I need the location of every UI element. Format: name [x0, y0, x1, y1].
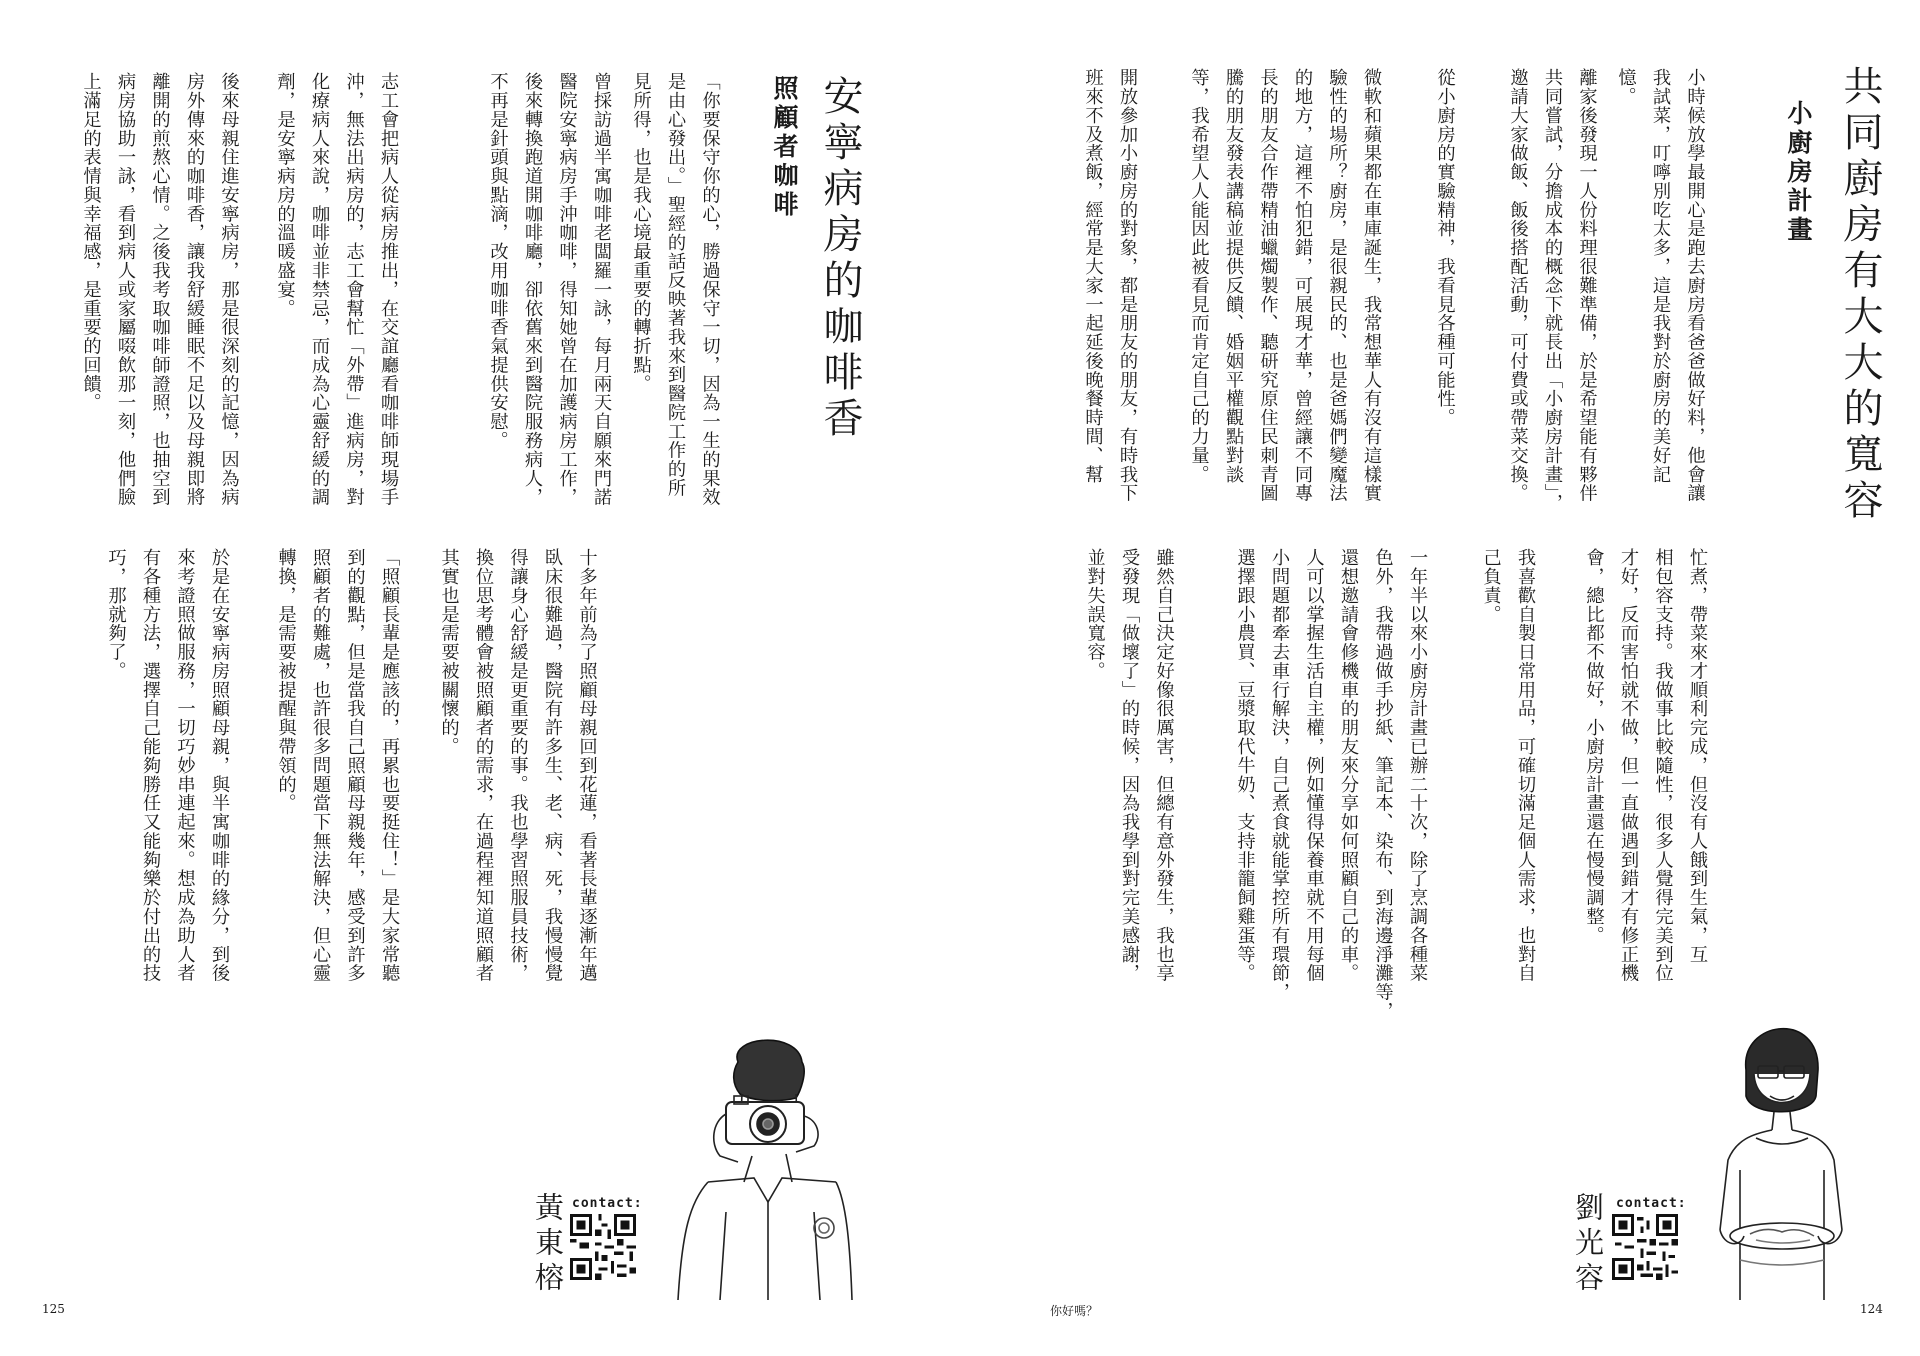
- footer-center-text: 你好嗎？: [1050, 1304, 1099, 1318]
- left-author-name: 黃東榕: [531, 1192, 565, 1297]
- right-contact-label: contact:: [1616, 1196, 1687, 1211]
- right-paragraph: 忙煮，帶菜來才順利完成，但沒有人餓到生氣，互 相包容支持。我做事比較隨性，很多人覺得完美到位 才好，反而害怕就不做，但一直做遇到錯才有修正機 會，總比都不做好，小廚房計畫還在慢慢調整。: [1583, 548, 1708, 983]
- left-contact-label: contact:: [572, 1196, 643, 1211]
- right-page-number: 124: [1860, 1302, 1883, 1316]
- woman-holding-plate-illustration: [1700, 1000, 1860, 1300]
- right-qr-code-icon[interactable]: [1612, 1214, 1678, 1280]
- man-with-camera-illustration: [668, 1032, 854, 1300]
- right-paragraph: 小時候放學最開心是跑去廚房看爸爸做好料，他會讓 我試菜，叮嚀別吃太多，這是我對於廚房的美好記 憶。: [1615, 68, 1706, 503]
- right-article-title: 共同廚房有大大的寬容: [1837, 65, 1883, 525]
- left-qr-code-icon[interactable]: [570, 1214, 636, 1280]
- left-paragraph: 十多年前為了照顧母親回到花蓮，看著長輩逐漸年邁 臥床很難過，醫院有許多生、老、病、死，我慢慢覺 得讓身心舒緩是更重要的事。我也學習照服員技術， 換位思考體會被照顧者的需求，在過程裡知道照顧者 其實也是需要被關懷的。: [438, 548, 598, 983]
- left-article-subtitle: 照顧者咖啡: [770, 75, 799, 220]
- right-paragraph: 雖然自己決定好像很厲害，但總有意外發生，我也享 受發現「做壞了」的時候，因為我學到對完美感謝， 並對失誤寬容。: [1084, 548, 1175, 983]
- left-paragraph: 後來母親住進安寧病房，那是很深刻的記憶，因為病 房外傳來的咖啡香，讓我舒緩睡眠不足以及母親即將 離開的煎熬心情。之後我考取咖啡師證照，也抽空到 病房協助一詠，看到病人或家屬啜飲那一刻，他們臉 上滿足的表情與幸福感，是重要的回饋。: [80, 72, 240, 507]
- left-paragraph: 「你要保守你的心，勝過保守一切，因為一生的果效 是由心發出。」聖經的話反映著我來到醫院工作的所 見所得，也是我心境最重要的轉折點。: [630, 72, 721, 507]
- right-paragraph: 一年半以來小廚房計畫已辦二十次，除了烹調各種菜 色外，我帶過做手抄紙、筆記本、染布、到海邊淨灘等， 還想邀請會修機車的朋友來分享如何照顧自己的車。 人可以掌握生活自主權，例如懂得保養車就不用每個 小問題都牽去車行解決，自己煮食就能掌控所有環節， 選擇跟小農買、豆漿取代牛奶、支持非籠飼雞蛋等。: [1234, 548, 1428, 1021]
- left-paragraph: 曾採訪過半寓咖啡老闆羅一詠，每月兩天自願來門諾 醫院安寧病房手沖咖啡，得知她曾在加護病房工作， 後來轉換跑道開咖啡廳，卻依舊來到醫院服務病人， 不再是針頭與點滴，改用咖啡香氣提供安慰。: [487, 72, 612, 507]
- left-paragraph: 志工會把病人從病房推出，在交誼廳看咖啡師現場手 沖，無法出病房的，志工會幫忙「外帶」進病房，對 化療病人來說，咖啡並非禁忌，而成為心靈舒緩的調 劑，是安寧病房的溫暖盛宴。: [274, 72, 399, 507]
- left-paragraph: 「照顧長輩是應該的，再累也要挺住！」是大家常聽 到的觀點，但是當我自己照顧母親幾年，感受到許多 照顧者的難處，也許很多問題當下無法解決，但心靈 轉換，是需要被提醒與帶領的。: [275, 548, 400, 983]
- right-paragraph: 我喜歡自製日常用品，可確切滿足個人需求，也對自 己負責。: [1480, 548, 1536, 983]
- right-paragraph: 微軟和蘋果都在車庫誕生，我常想華人有沒有這樣實 驗性的場所？廚房，是很親民的、也是爸媽們變魔法 的地方，這裡不怕犯錯，可展現才華，曾經讓不同專 長的朋友合作帶精油蠟燭製作、聽研究原住民刺青圖 騰的朋友發表講稿並提供反饋、婚姻平權觀點對談 等，我希望人人能因此被看見而肯定自己的力量。: [1188, 68, 1382, 503]
- left-paragraph: 於是在安寧病房照顧母親，與半寓咖啡的緣分，到後 來考證照做服務，一切巧妙串連起來。想成為助人者 有各種方法，選擇自己能夠勝任又能夠樂於付出的技 巧，那就夠了。: [105, 548, 230, 983]
- right-paragraph: 開放參加小廚房的對象，都是朋友的朋友，有時我下 班來不及煮飯，經常是大家一起延後晚餐時間、幫: [1082, 68, 1138, 503]
- right-author-name: 劉光容: [1571, 1192, 1605, 1297]
- right-article-subtitle: 小廚房計畫: [1784, 100, 1813, 245]
- right-paragraph: 離家後發現一人份料理很難準備，於是希望能有夥伴 共同嘗試，分擔成本的概念下就長出「小廚房計畫」， 邀請大家做飯、飯後搭配活動，可付費或帶菜交換。: [1507, 68, 1598, 513]
- right-paragraph: 從小廚房的實驗精神，我看見各種可能性。: [1434, 68, 1456, 427]
- left-article-title: 安寧病房的咖啡香: [817, 75, 863, 443]
- left-page-number: 125: [42, 1302, 65, 1316]
